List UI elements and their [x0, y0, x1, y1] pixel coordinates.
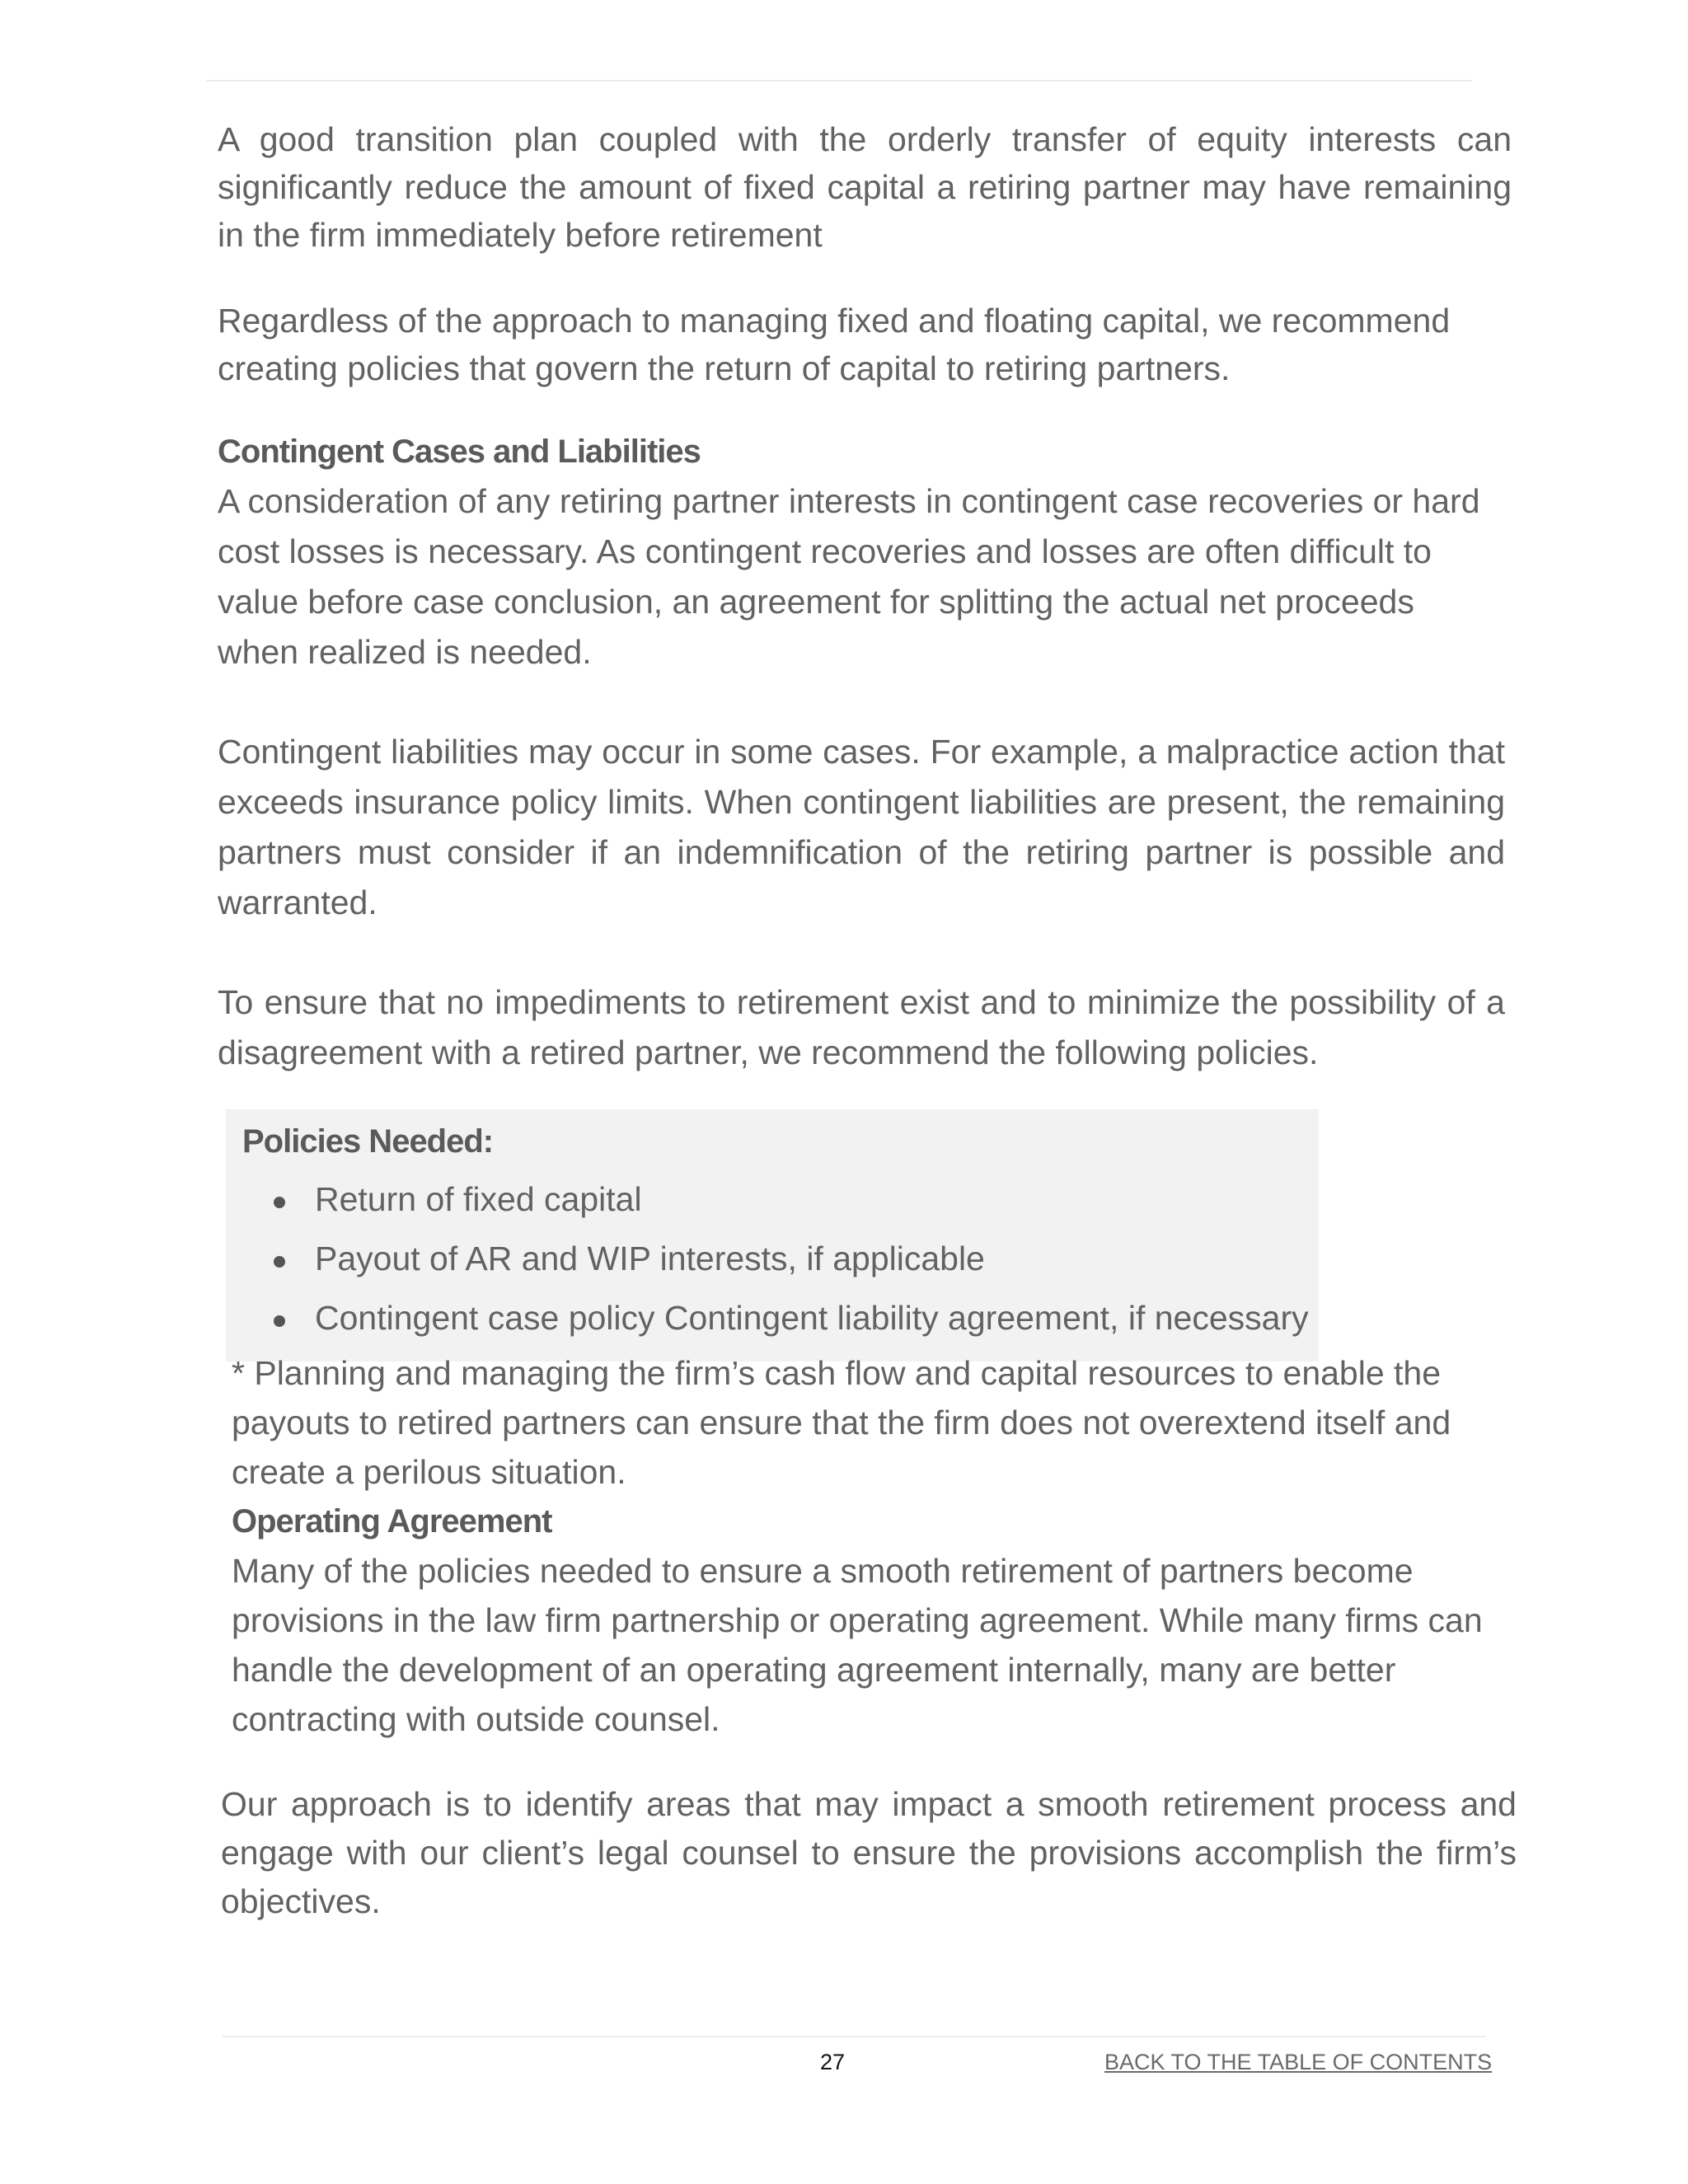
paragraph-capital-policies: Regardless of the approach to managing fixed and floating capital, we recommend creating policies that govern the return of capital to retiring partners. — [218, 302, 1451, 387]
header-divider — [206, 80, 1472, 82]
heading-contingent-cases: Contingent Cases and Liabilities — [218, 434, 701, 470]
policy-item-label: Contingent case policy Contingent liability agreement, if necessary — [315, 1299, 1309, 1337]
cash-flow-note: * Planning and managing the firm’s cash flow and capital resources to enable the payouts to retired partners can ensure that the firm does not overextend itself and create a perilous situation. — [232, 1354, 1451, 1491]
paragraph-transition-plan: A good transition plan coupled with the orderly transfer of equity interests can significantly reduce the amount of fixed capital a retiring partner may have remaining in the firm immediately before retirement — [218, 120, 1512, 254]
list-item — [274, 1175, 1309, 1235]
paragraph-operating-agreement: Many of the policies needed to ensure a smooth retirement of partners become provisions in the law firm partnership or operating agreement. While many firms can handle the development of an operating agreement internally, many are better contracting with outside counsel. — [232, 1552, 1483, 1738]
back-to-toc-link[interactable]: BACK TO THE TABLE OF CONTENTS — [1104, 2050, 1493, 2074]
lower-content — [232, 1348, 1526, 1783]
policies-needed-title: Policies Needed: — [242, 1123, 494, 1160]
policy-item-label: Return of fixed capital — [315, 1180, 642, 1218]
heading-operating-agreement: Operating Agreement — [232, 1503, 552, 1540]
paragraph-contingent-liabilities: Contingent liabilities may occur in some cases. For example, a malpractice action that exceeds insurance policy limits. When contingent liabilities are present, the remaining partners must consider if an indemnification of the retiring partner is possible and warranted. — [218, 733, 1505, 921]
paragraph-contingent-recoveries: A consideration of any retiring partner interests in contingent case recoveries or hard cost losses is necessary. As contingent recoveries and losses are often difficult to value before case conclusion, an agreement for splitting the actual net proceeds when realized is needed. — [218, 482, 1480, 671]
policies-needed-box — [226, 1109, 1319, 1361]
policy-item-label: Payout of AR and WIP interests, if applicable — [315, 1240, 985, 1277]
bullet-icon — [274, 1256, 285, 1268]
list-item — [274, 1294, 1309, 1353]
list-item — [274, 1235, 1309, 1294]
bullet-icon — [274, 1315, 285, 1327]
policies-list — [274, 1175, 1309, 1353]
footer-divider — [223, 2036, 1485, 2037]
paragraph-our-approach: Our approach is to identify areas that may impact a smooth retirement process and engage with our client’s legal counsel to ensure the provisions accomplish the firm’s objectives. — [221, 1785, 1517, 1920]
paragraph-recommend-policies: To ensure that no impediments to retirement exist and to minimize the possibility of a disagreement with a retired partner, we recommend the following policies. — [218, 983, 1505, 1071]
bullet-icon — [274, 1197, 285, 1208]
page-number: 27 — [819, 2050, 846, 2074]
main-content — [218, 115, 1512, 1078]
